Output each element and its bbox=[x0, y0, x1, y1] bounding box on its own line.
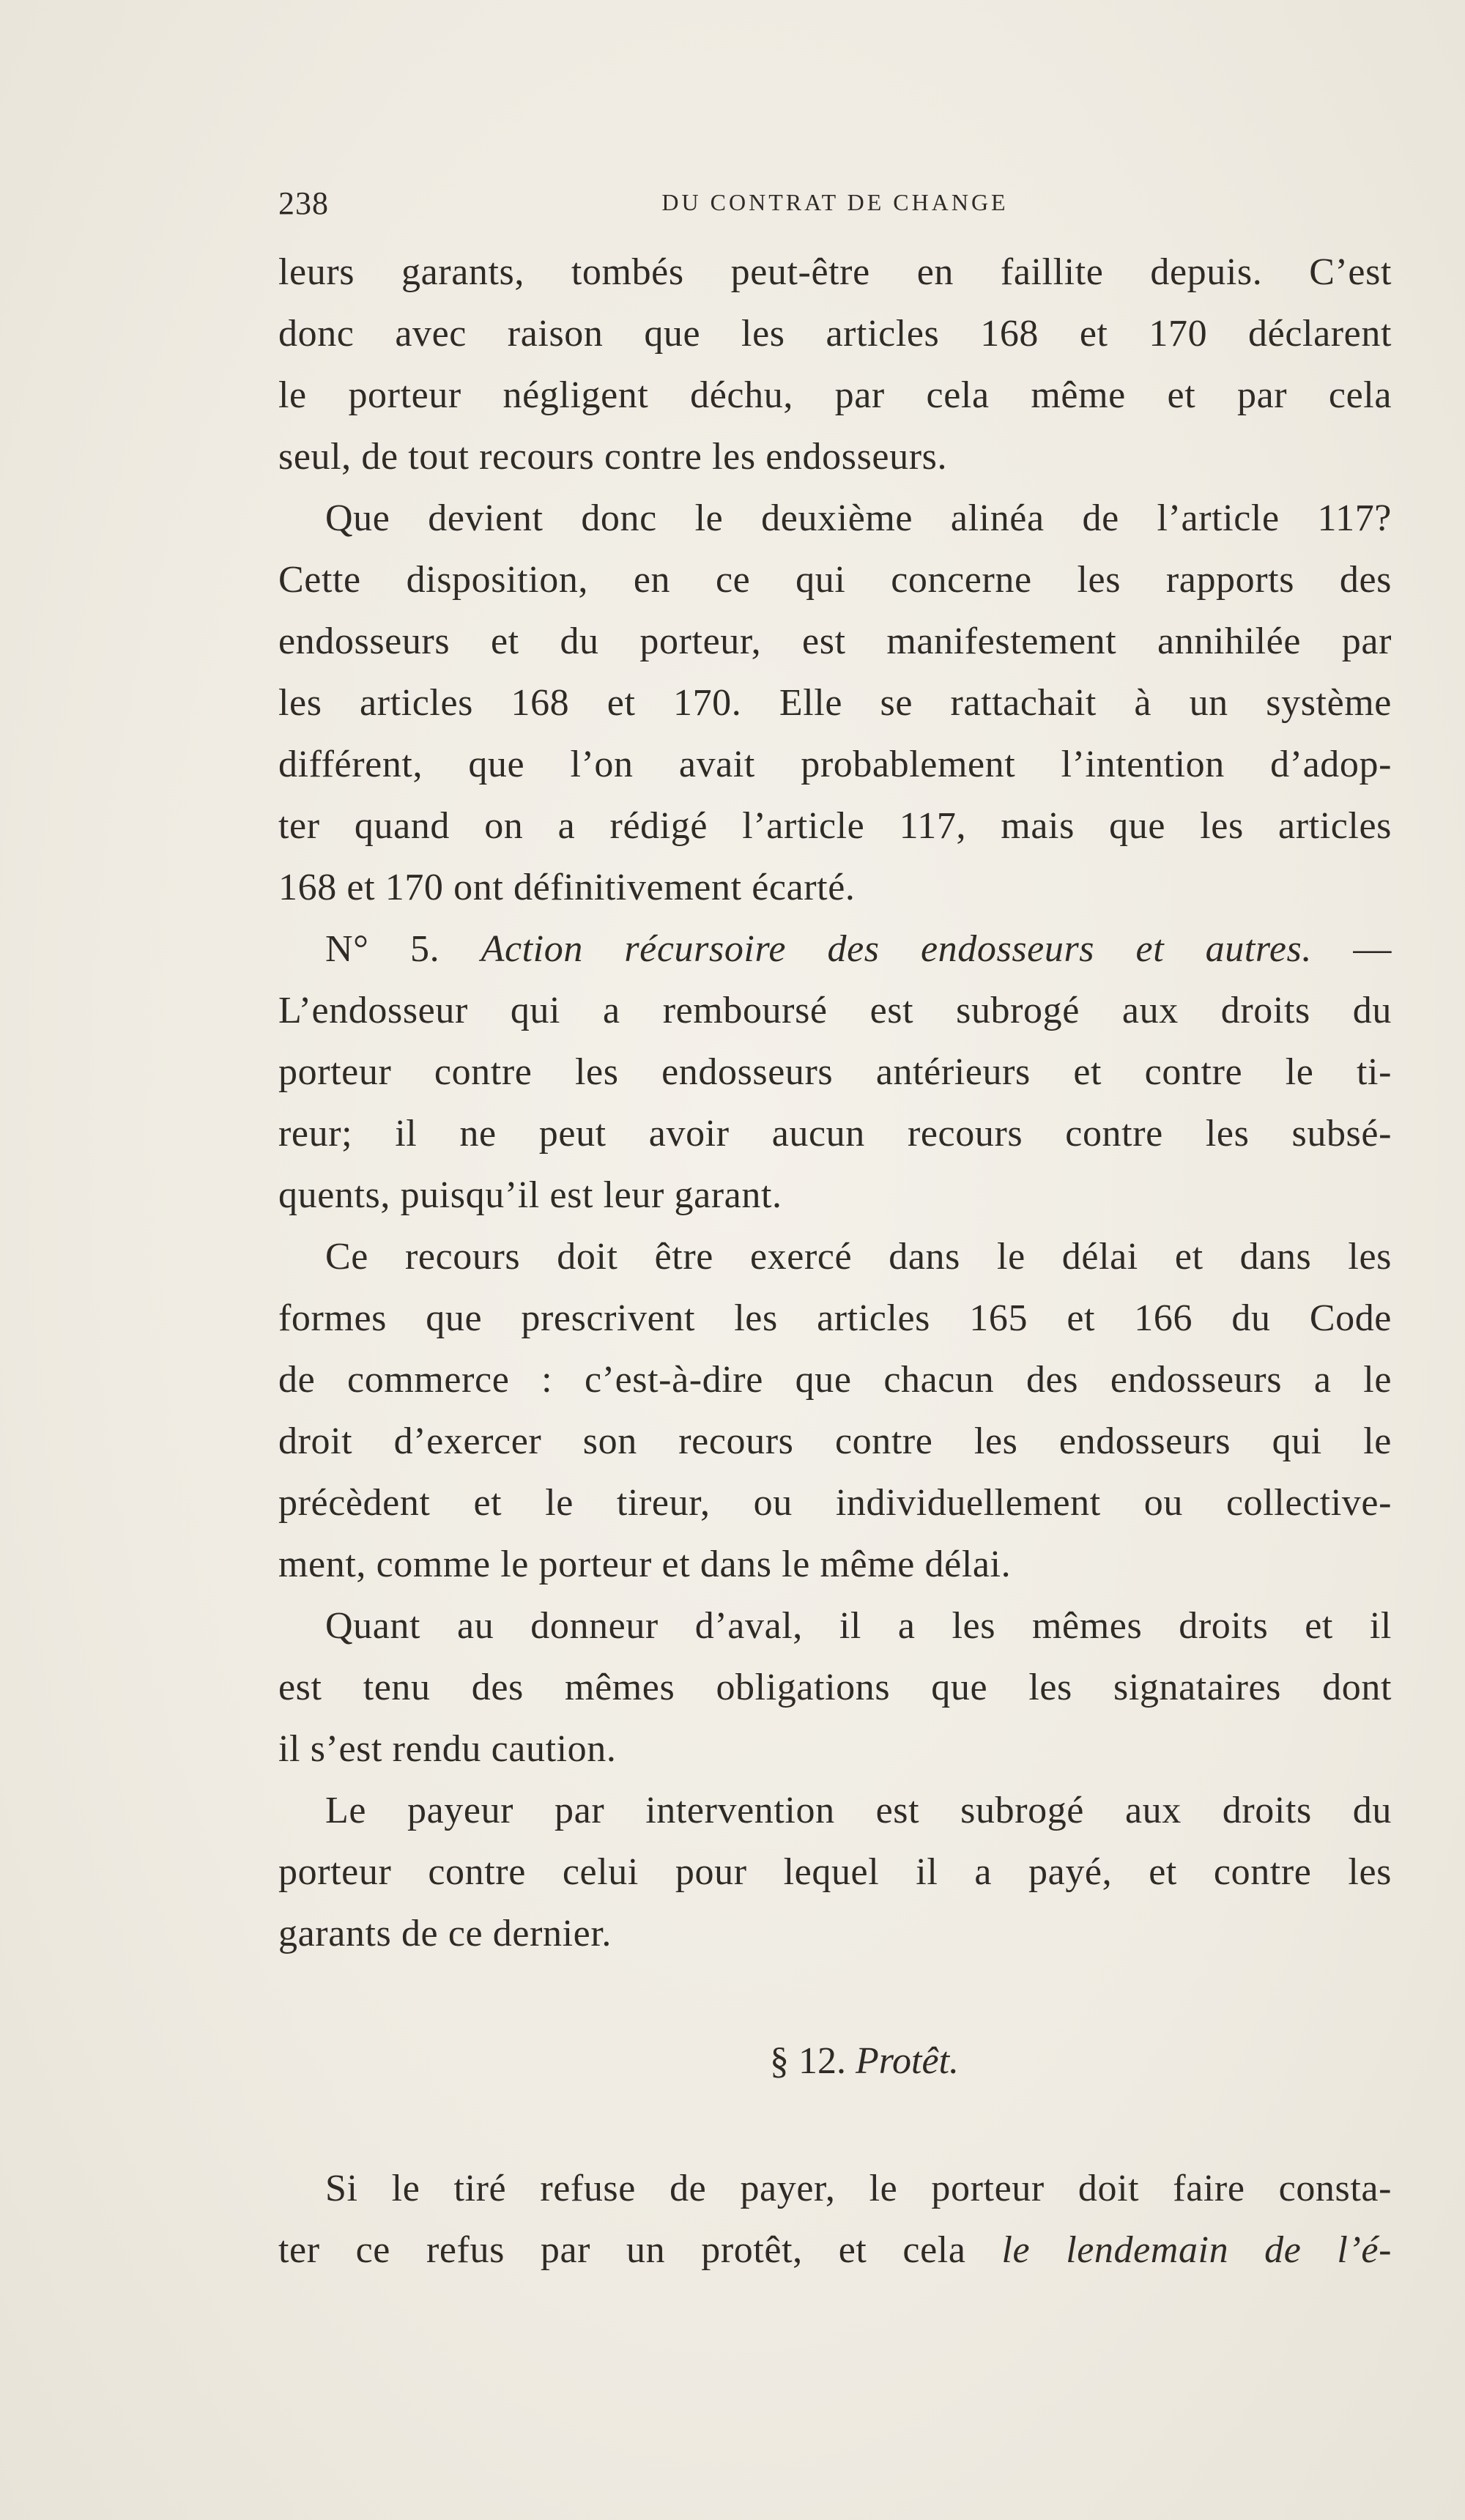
text-line: Que devient donc le deuxième alinéa de l’article 117? bbox=[325, 497, 1392, 539]
page-header bbox=[278, 185, 1392, 229]
text-line: garants de ce dernier. bbox=[278, 1913, 612, 1954]
subsection-heading-line bbox=[278, 919, 1392, 980]
text-line: reur; il ne peut avoir aucun recours contre les subsé- bbox=[278, 1113, 1392, 1155]
text-line: Cette disposition, en ce qui concerne les rapports des bbox=[278, 559, 1392, 601]
text-line: ment, comme le porteur et dans le même délai. bbox=[278, 1544, 1012, 1585]
section-number: § 12. bbox=[769, 2040, 846, 2082]
text-line: Ce recours doit être exercé dans le délai et dans les bbox=[325, 1236, 1392, 1278]
text-line: il s’est rendu caution. bbox=[278, 1728, 617, 1770]
body-text bbox=[278, 242, 1392, 2281]
section-title: Protêt. bbox=[855, 2040, 960, 2082]
text-line: quents, puisqu’il est leur garant. bbox=[278, 1174, 782, 1216]
text-line: différent, que l’on avait probablement l’intention d’adop- bbox=[278, 744, 1392, 785]
text-line: est tenu des mêmes obligations que les signataires dont bbox=[278, 1667, 1392, 1708]
text-line: précèdent et le tireur, ou individuellement ou collective- bbox=[278, 1482, 1392, 1524]
text-line-mixed bbox=[278, 2220, 1392, 2281]
text-segment-italic: le lendemain de l’é- bbox=[1001, 2229, 1392, 2271]
text-line: les articles 168 et 170. Elle se rattachait à un système bbox=[278, 682, 1392, 724]
spacer bbox=[278, 2092, 1392, 2158]
text-line: porteur contre les endosseurs antérieurs et contre le ti- bbox=[278, 1051, 1392, 1093]
text-line: ter quand on a rédigé l’article 117, mais que les articles bbox=[278, 805, 1392, 847]
text-line: droit d’exercer son recours contre les endosseurs qui le bbox=[278, 1420, 1392, 1462]
text-segment: ter ce refus par un protêt, et cela bbox=[278, 2229, 966, 2271]
text-line: donc avec raison que les articles 168 et 170 déclarent bbox=[278, 313, 1392, 355]
spacer bbox=[278, 1965, 1392, 2031]
text-line: leurs garants, tombés peut-être en faillite depuis. C’est bbox=[278, 251, 1392, 293]
text-line: seul, de tout recours contre les endosseurs. bbox=[278, 436, 948, 478]
text-line: de commerce : c’est-à-dire que chacun des endosseurs a le bbox=[278, 1359, 1392, 1401]
section-heading bbox=[278, 2031, 1392, 2092]
text-line: Quant au donneur d’aval, il a les mêmes droits et il bbox=[325, 1605, 1392, 1647]
running-head: DU CONTRAT DE CHANGE bbox=[661, 189, 1009, 215]
text-line: formes que prescrivent les articles 165 et 166 du Code bbox=[278, 1297, 1392, 1339]
page-number: 238 bbox=[278, 185, 329, 221]
text-line: Si le tiré refuse de payer, le porteur doit faire consta- bbox=[325, 2168, 1392, 2209]
em-dash: — bbox=[1353, 928, 1392, 970]
text-line: porteur contre celui pour lequel il a payé, et contre les bbox=[278, 1851, 1392, 1893]
subsection-title: Action récursoire des endosseurs et autres. bbox=[481, 928, 1312, 970]
text-line: L’endosseur qui a remboursé est subrogé aux droits du bbox=[278, 990, 1392, 1031]
text-line: endosseurs et du porteur, est manifestement annihilée par bbox=[278, 620, 1392, 662]
text-line: 168 et 170 ont définitivement écarté. bbox=[278, 867, 856, 908]
subsection-number: N° 5. bbox=[325, 928, 440, 970]
text-line: le porteur négligent déchu, par cela même et par cela bbox=[278, 374, 1392, 416]
text-line: Le payeur par intervention est subrogé aux droits du bbox=[325, 1790, 1392, 1831]
